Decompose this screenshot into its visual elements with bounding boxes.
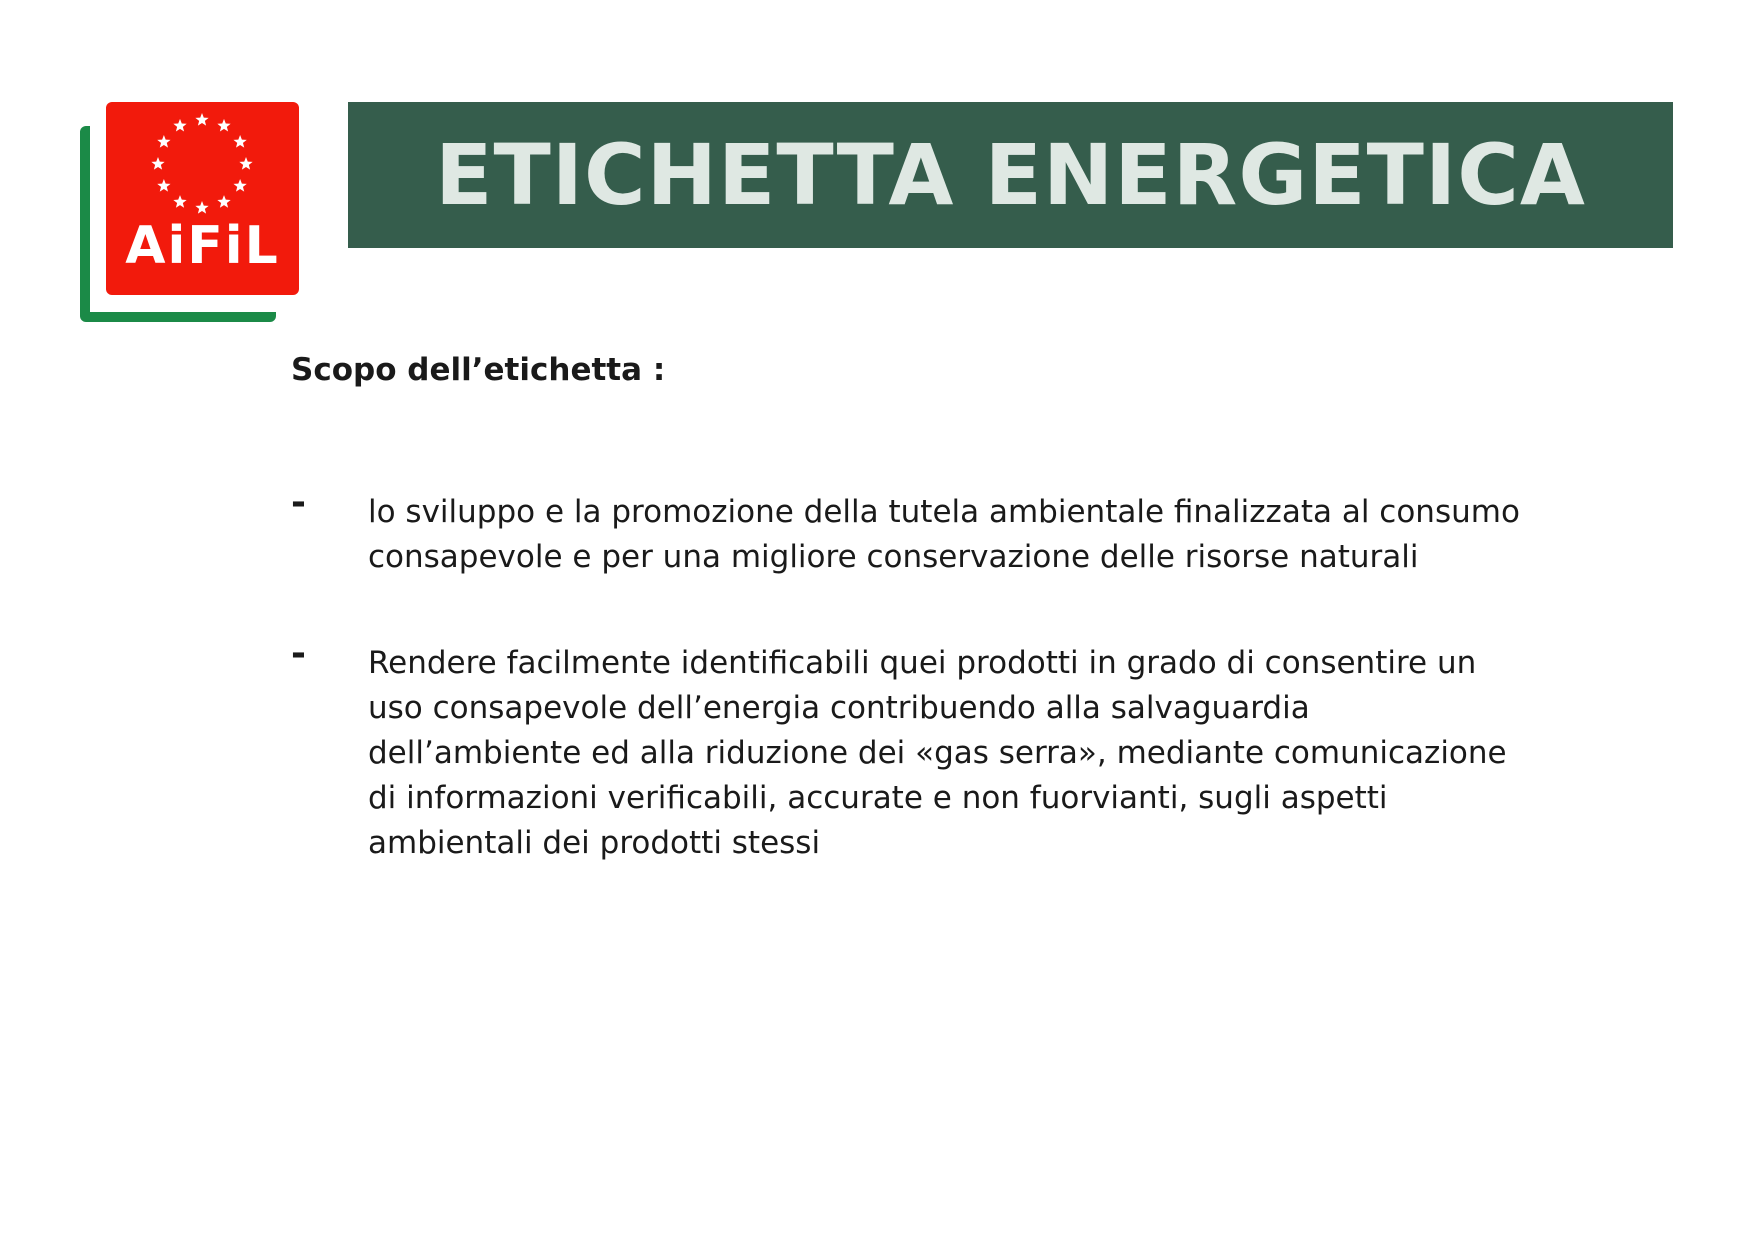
star-icon (233, 179, 246, 192)
star-icon (239, 157, 252, 170)
star-icon (157, 179, 170, 192)
bullet-text: lo sviluppo e la promozione della tutela ambientale finalizzata al consumo consapevole e per una migliore conservazione delle risorse naturali (368, 494, 1520, 575)
star-icon (233, 135, 246, 148)
bullet-dash-icon: - (291, 633, 306, 674)
logo-wordmark: AiFiL (125, 216, 280, 276)
star-icon (173, 119, 186, 132)
bullet-dash-icon: - (291, 482, 306, 523)
list-item (291, 633, 1531, 866)
section-heading: Scopo dell’etichetta : (291, 352, 666, 388)
aifil-logo (80, 102, 300, 324)
star-icon (151, 157, 164, 170)
star-icon (217, 119, 230, 132)
star-icon (195, 201, 208, 214)
star-icon (195, 113, 208, 126)
bullet-text: Rendere facilmente identificabili quei prodotti in grado di consentire un uso consapevole dell’energia contribuendo alla salvaguardia dell’ambiente ed alla riduzione dei «gas serra», mediante comunicazione di informazioni verificabili, accurate e non fuorvianti, sugli aspetti ambientali dei prodotti stessi (368, 645, 1507, 861)
list-item (291, 482, 1531, 580)
star-icon (217, 195, 230, 208)
bullet-list (291, 482, 1531, 866)
page-title: ETICHETTA ENERGETICA (435, 126, 1586, 224)
title-banner (348, 102, 1673, 248)
star-icon (157, 135, 170, 148)
logo-red-box (106, 102, 299, 295)
star-icon (173, 195, 186, 208)
